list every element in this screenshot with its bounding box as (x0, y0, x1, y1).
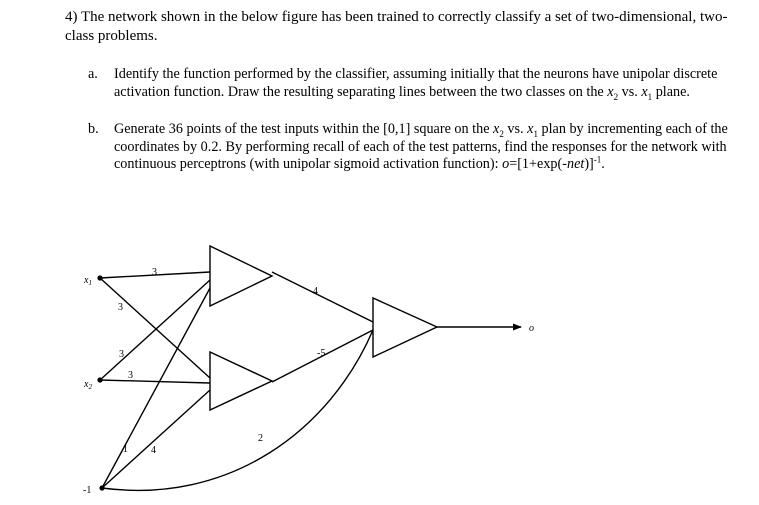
label-bias: -1 (83, 485, 92, 496)
formula-sup: -1 (593, 154, 602, 165)
edge-x2-n1 (100, 280, 210, 380)
item-b-var-x1: x (527, 121, 534, 137)
formula-tail: . (601, 156, 605, 172)
edge-bias-n2 (102, 390, 210, 488)
edge-bias-n1 (102, 288, 210, 488)
weight-n2-out: -5 (317, 348, 326, 359)
item-a-var-x1: x (641, 83, 648, 100)
weight-bias-n2: 1 (123, 444, 128, 455)
item-a-sub-1: 1 (647, 91, 653, 102)
weight-x1-n2: 3 (118, 302, 123, 313)
item-b-marker: b. (88, 121, 99, 137)
weight-n1-out: 4 (313, 286, 318, 297)
item-b-text-part3: plan by incrementing each of the coordinates by 0.2. By performing recall of each of the test patterns, find the responses for the network with continuous perceptrons (with unipolar sigmoid activation function): (114, 121, 728, 172)
item-a-text-part3: plane. (652, 83, 690, 100)
item-a-var-x2: x (607, 83, 614, 100)
formula-mid: =[1+exp(- (509, 156, 567, 172)
weight-x1-n1: 3 (152, 267, 157, 278)
formula-net: net (566, 156, 585, 172)
input-node-bias (99, 485, 104, 490)
item-b-text-part2: vs. (503, 121, 528, 137)
item-b-sub-2: 2 (499, 128, 504, 139)
item-b-sub-1: 1 (533, 128, 538, 139)
item-a-sub-2: 2 (613, 91, 619, 102)
label-output: o (529, 323, 534, 334)
item-a-marker: a. (88, 66, 98, 82)
question-intro: The network shown in the below figure has been trained to correctly classify a set of two-dimensional, two-class problems. (65, 9, 728, 44)
weight-bias-out: 2 (258, 433, 263, 444)
label-x1: $x_1$ (84, 275, 92, 287)
neuron-hidden-2 (210, 352, 272, 410)
edge-bias-out (102, 330, 373, 490)
item-a-text-part2: vs. (618, 83, 642, 100)
weight-x2-n1: 3 (119, 349, 124, 360)
formula-o: o (502, 156, 510, 172)
question-number: 4) (65, 9, 78, 25)
item-b-var-x2: x (493, 121, 500, 137)
edge-x2-n2 (100, 380, 210, 383)
input-node-x1 (97, 275, 102, 280)
neuron-output (373, 298, 437, 357)
label-x2: $x_2$ (84, 379, 92, 391)
input-node-x2 (97, 377, 102, 382)
formula-end: )] (584, 156, 594, 172)
item-a-text-part1: Identify the function performed by the classifier, assuming initially that the neurons have unipolar discrete activation function. Draw the resulting separating lines between the two classes on the (114, 66, 718, 100)
weight-x2-n2: 3 (128, 370, 133, 381)
neuron-hidden-1 (210, 246, 272, 306)
weight-bias-n1: 4 (151, 445, 156, 456)
item-b-text-part1: Generate 36 points of the test inputs within the [0,1] square on the (114, 121, 494, 137)
edge-n1-out (272, 272, 373, 322)
edge-x1-n2 (100, 278, 210, 378)
